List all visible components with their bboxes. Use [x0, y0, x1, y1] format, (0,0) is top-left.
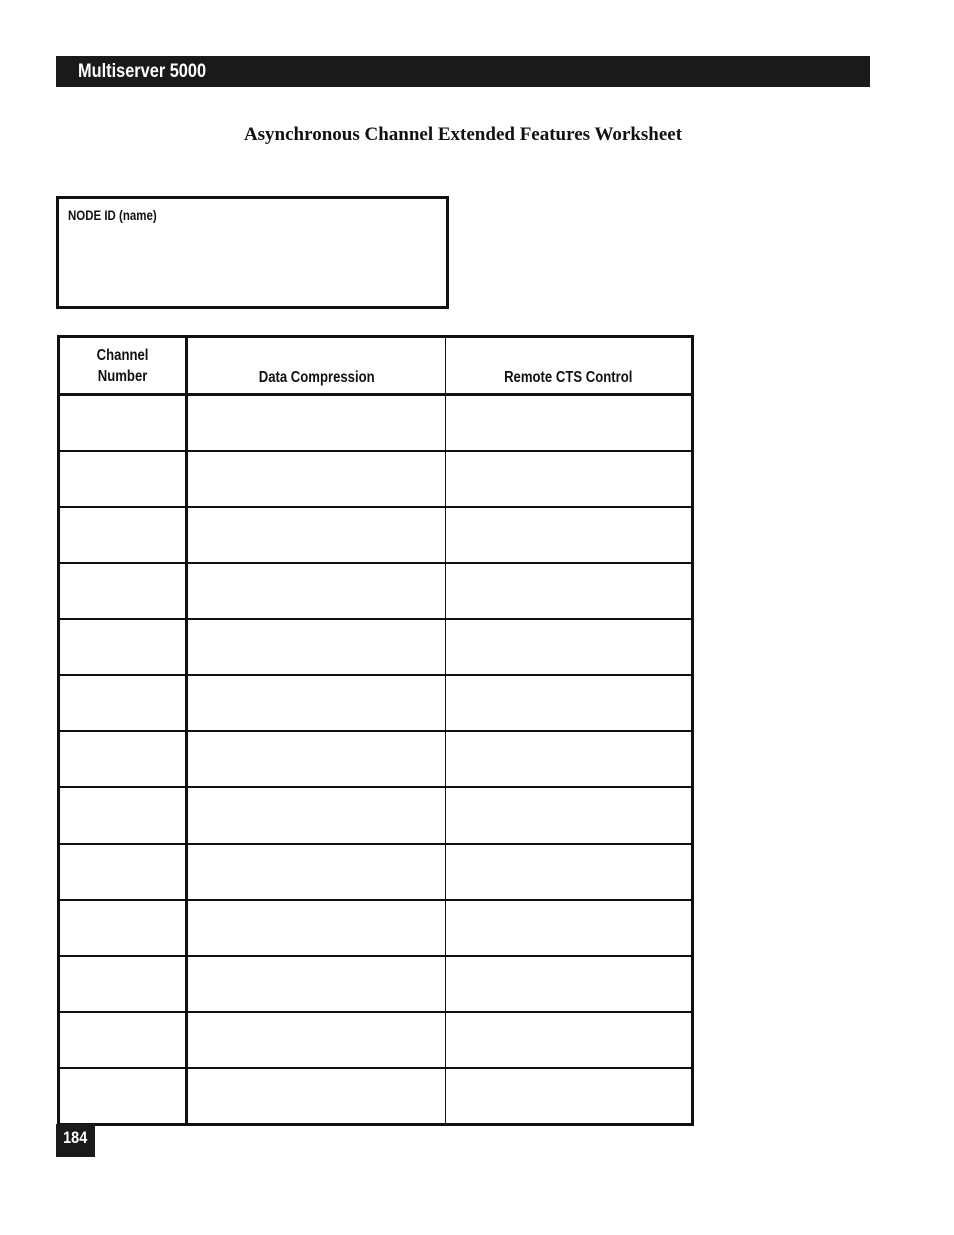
- table-row: [59, 787, 693, 843]
- table-row: [59, 451, 693, 507]
- column-header-label: Remote CTS Control: [504, 369, 633, 386]
- channel-number-cell[interactable]: [59, 731, 187, 787]
- worksheet-table: [57, 335, 694, 1126]
- column-header-data-compression: [187, 337, 446, 395]
- remote-cts-control-cell[interactable]: [446, 675, 693, 731]
- channel-number-cell[interactable]: [59, 787, 187, 843]
- table-row: [59, 844, 693, 900]
- remote-cts-control-cell[interactable]: [446, 1068, 693, 1124]
- column-header-label: Data Compression: [258, 369, 375, 386]
- channel-number-cell[interactable]: [59, 956, 187, 1012]
- table-row: [59, 395, 693, 451]
- channel-number-cell[interactable]: [59, 507, 187, 563]
- page-number: [56, 1124, 95, 1157]
- data-compression-cell[interactable]: [187, 844, 446, 900]
- node-id-box[interactable]: [56, 196, 449, 309]
- channel-number-cell[interactable]: [59, 451, 187, 507]
- remote-cts-control-cell[interactable]: [446, 563, 693, 619]
- remote-cts-control-cell[interactable]: [446, 787, 693, 843]
- data-compression-cell[interactable]: [187, 1012, 446, 1068]
- data-compression-cell[interactable]: [187, 956, 446, 1012]
- channel-number-cell[interactable]: [59, 395, 187, 451]
- table-row: [59, 1068, 693, 1124]
- table-header-row: [59, 337, 693, 395]
- channel-number-cell[interactable]: [59, 900, 187, 956]
- data-compression-cell[interactable]: [187, 1068, 446, 1124]
- page-number-text: 184: [63, 1128, 88, 1147]
- header-bar: [56, 56, 870, 87]
- channel-number-cell[interactable]: [59, 619, 187, 675]
- remote-cts-control-cell[interactable]: [446, 1012, 693, 1068]
- channel-number-cell[interactable]: [59, 1068, 187, 1124]
- table-row: [59, 619, 693, 675]
- table-row: [59, 956, 693, 1012]
- channel-number-cell[interactable]: [59, 675, 187, 731]
- data-compression-cell[interactable]: [187, 451, 446, 507]
- page-title: Asynchronous Channel Extended Features Worksheet: [243, 124, 683, 145]
- remote-cts-control-cell[interactable]: [446, 451, 693, 507]
- channel-number-cell[interactable]: [59, 844, 187, 900]
- node-id-label: NODE ID (name): [68, 207, 157, 223]
- remote-cts-control-cell[interactable]: [446, 844, 693, 900]
- data-compression-cell[interactable]: [187, 900, 446, 956]
- column-header-remote-cts-control: [446, 337, 693, 395]
- remote-cts-control-cell[interactable]: [446, 900, 693, 956]
- channel-number-cell[interactable]: [59, 563, 187, 619]
- channel-number-cell[interactable]: [59, 1012, 187, 1068]
- data-compression-cell[interactable]: [187, 731, 446, 787]
- table-row: [59, 900, 693, 956]
- data-compression-cell[interactable]: [187, 395, 446, 451]
- data-compression-cell[interactable]: [187, 619, 446, 675]
- column-header-channel-number: [59, 337, 187, 395]
- data-compression-cell[interactable]: [187, 507, 446, 563]
- data-compression-cell[interactable]: [187, 787, 446, 843]
- table-row: [59, 1012, 693, 1068]
- data-compression-cell[interactable]: [187, 563, 446, 619]
- table-row: [59, 507, 693, 563]
- remote-cts-control-cell[interactable]: [446, 956, 693, 1012]
- header-title: Multiserver 5000: [78, 61, 207, 82]
- table-row: [59, 563, 693, 619]
- data-compression-cell[interactable]: [187, 675, 446, 731]
- column-header-label: Channel Number: [96, 347, 149, 385]
- remote-cts-control-cell[interactable]: [446, 395, 693, 451]
- table-row: [59, 675, 693, 731]
- table-row: [59, 731, 693, 787]
- remote-cts-control-cell[interactable]: [446, 619, 693, 675]
- remote-cts-control-cell[interactable]: [446, 731, 693, 787]
- remote-cts-control-cell[interactable]: [446, 507, 693, 563]
